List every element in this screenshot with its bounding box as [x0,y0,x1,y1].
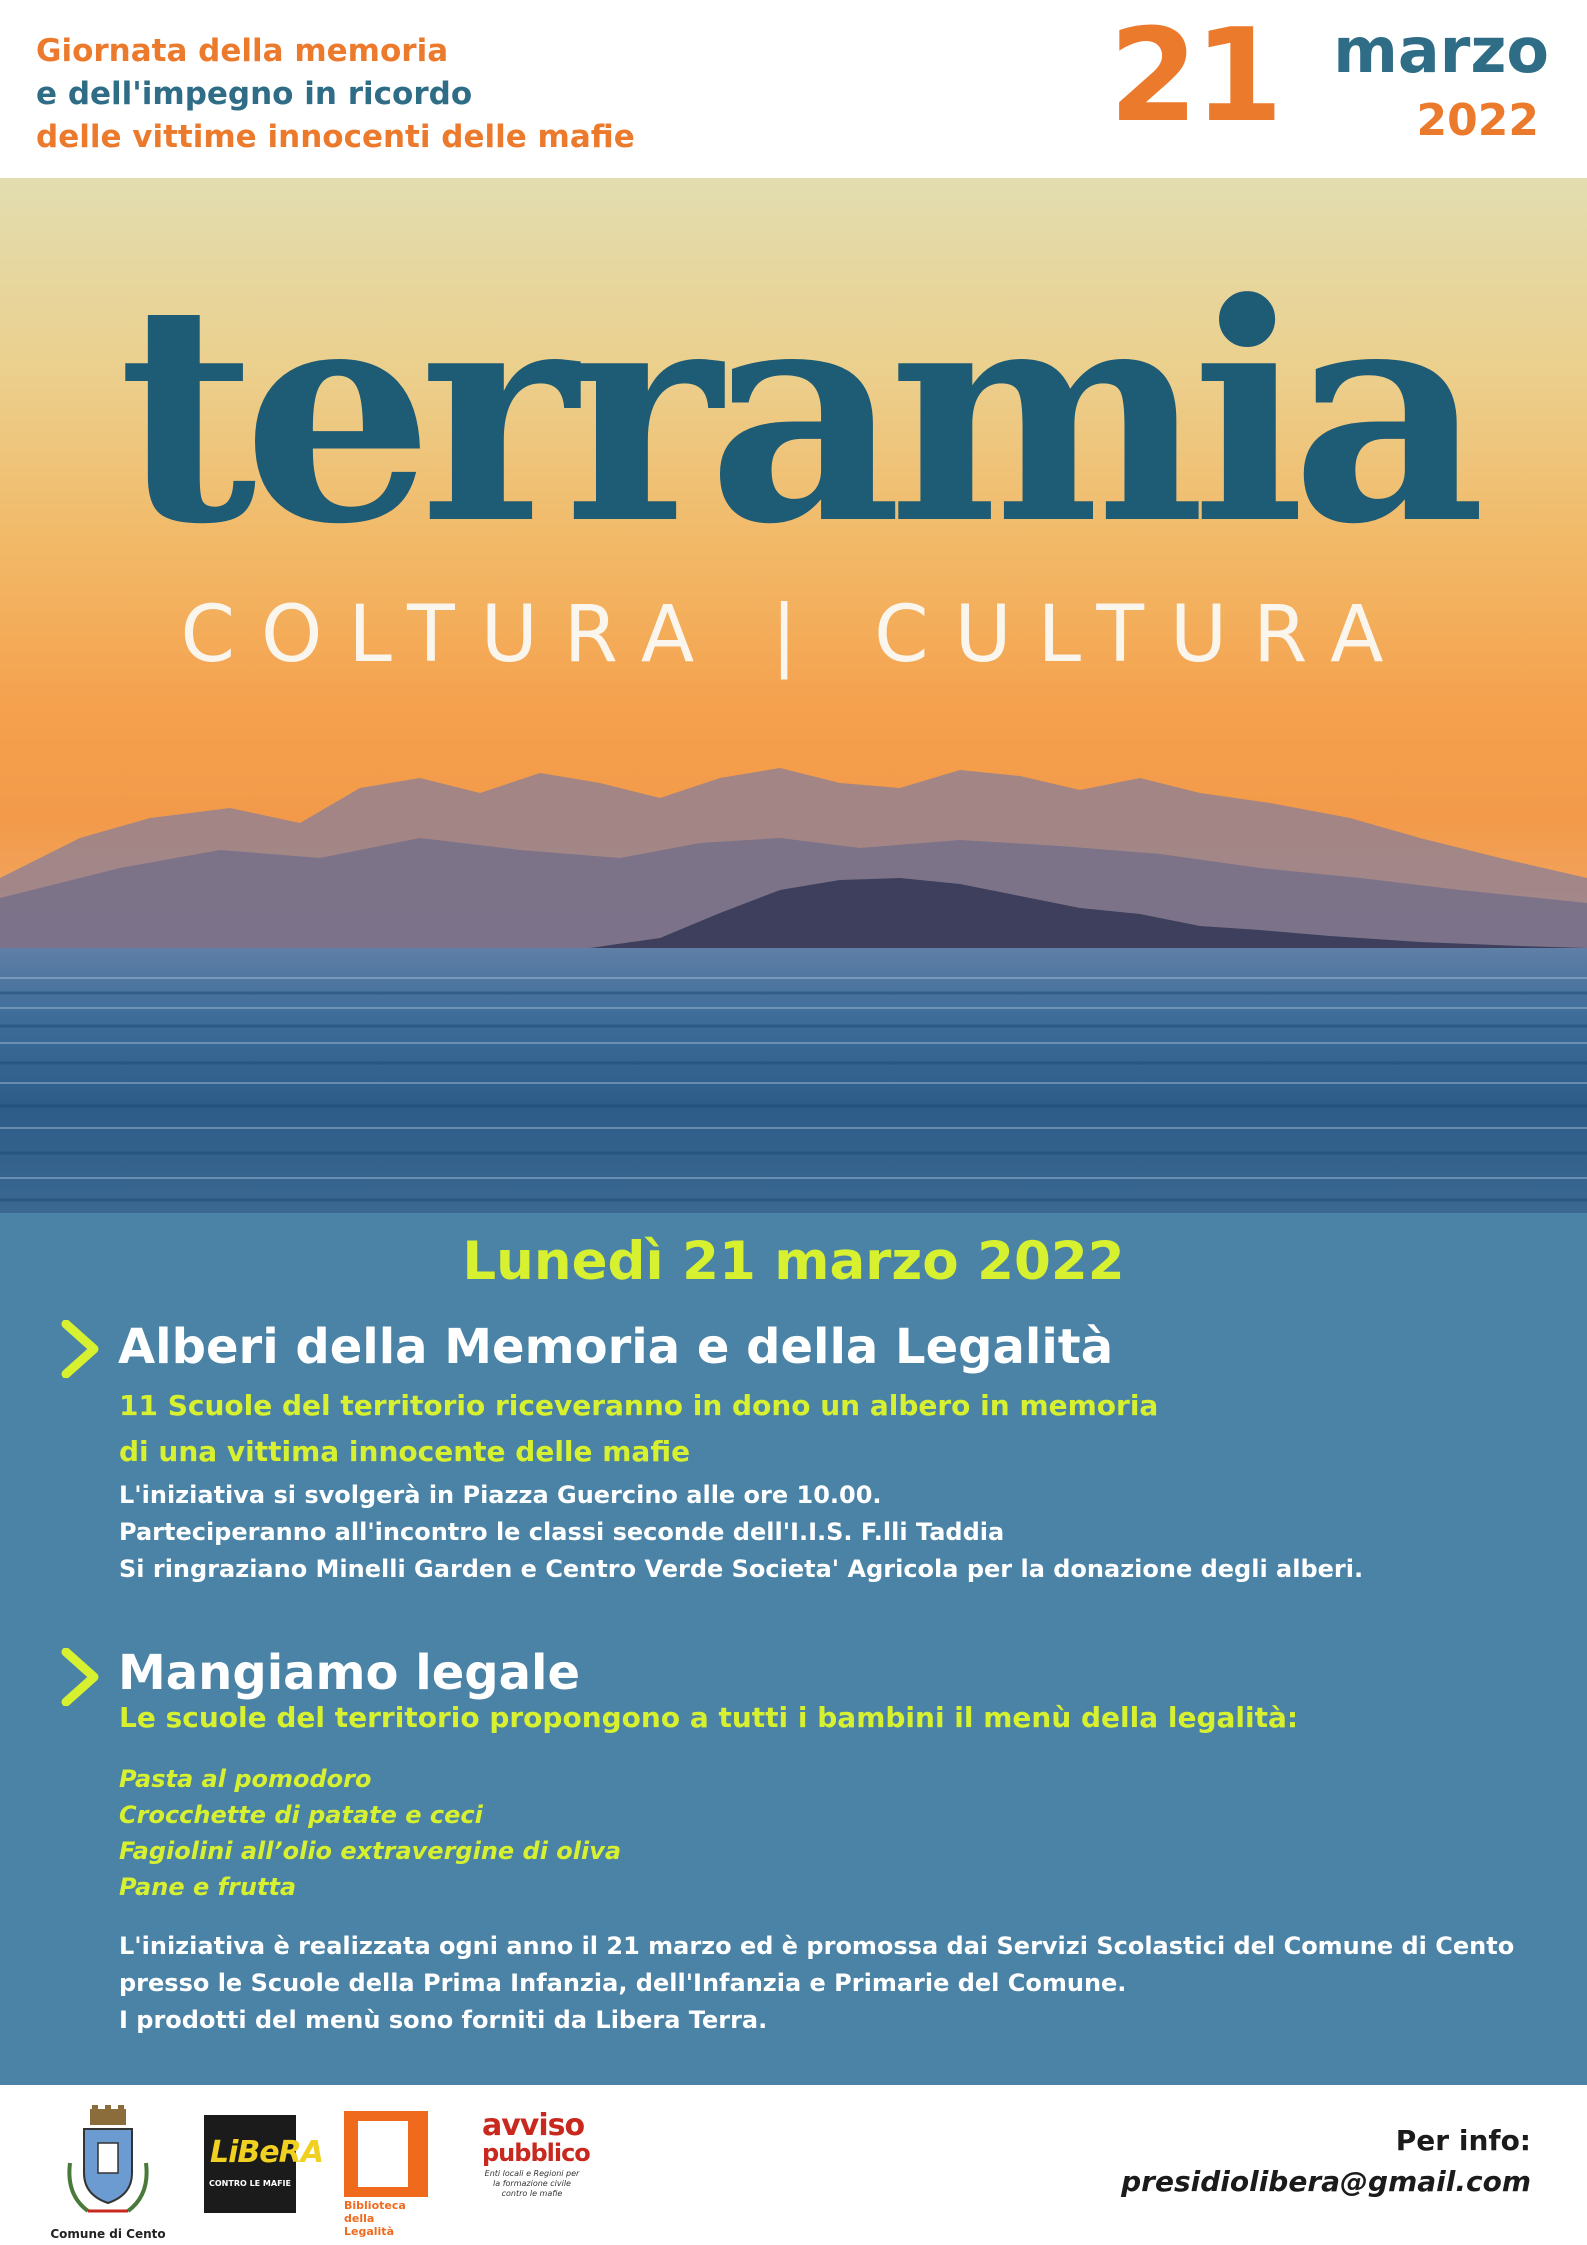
contact-info [1121,2121,1531,2203]
info-label: Per info: [1395,2124,1531,2157]
comune-di-cento-logo [48,2103,168,2243]
tagline-line: e dell'impegno in ricordo [36,76,473,112]
biblioteca-legalita-logo [344,2111,428,2238]
menu-item: Pasta al pomodoro [119,1765,372,1793]
brand-name: terramia [118,237,1472,590]
date-month: marzo [1333,14,1549,87]
biblioteca-caption-line: Biblioteca [344,2199,406,2212]
libera-tagline: CONTRO LE MAFIE [209,2179,291,2188]
menu-item: Fagiolini all’olio extravergine di oliva [119,1837,622,1865]
event-date: Lunedì 21 marzo 2022 [462,1231,1125,1292]
section-text: Parteciperanno all'incontro le classi seconde dell'I.I.S. F.lli Taddia [119,1518,1005,1546]
biblioteca-caption-line: della Legalità [344,2212,394,2238]
coat-of-arms-icon [48,2103,168,2225]
tagline-line: Giornata della memoria [36,33,449,69]
date-day: 21 [1109,2,1280,151]
libera-wordmark: LiBeRA [210,2135,323,2170]
chevron-right-icon [58,1648,102,1706]
poster-header [0,0,1587,178]
date-year: 2022 [1416,95,1539,146]
chevron-right-icon [58,1320,102,1378]
comune-caption: Comune di Cento [50,2227,166,2241]
biblioteca-caption [344,2199,428,2238]
avviso-tagline: Enti locali e Regioni per la formazione civile contro le mafie [484,2169,580,2198]
section-title: Mangiamo legale [118,1645,580,1701]
libera-logo [204,2115,323,2213]
legality-menu [119,1761,621,1905]
section-text: Si ringraziano Minelli Garden e Centro Verde Societa' Agricola per la donazione degli alberi. [119,1555,1364,1583]
section-lead: 11 Scuole del territorio riceveranno in dono un albero in memoria [119,1389,1159,1422]
section-title: Alberi della Memoria e della Legalità [118,1319,1114,1375]
hero-image [0,178,1587,1213]
avviso-pubblico-logo [482,2101,590,2231]
brand-logo [110,237,1480,680]
event-panel [0,1213,1587,2085]
avviso-wordmark: avviso [482,2108,585,2143]
poster-footer [0,2085,1587,2245]
tagline [36,30,635,159]
tagline-line: delle vittime innocenti delle mafie [36,119,635,155]
menu-item: Crocchette di patate e ceci [119,1801,483,1829]
closing-line: I prodotti del menù sono forniti da Libera Terra. [119,2006,768,2034]
section-lead: di una vittima innocente delle mafie [119,1435,691,1468]
closing-line: presso le Scuole della Prima Infanzia, dell'Infanzia e Primarie del Comune. [119,1969,1127,1997]
closing-note [119,1928,1514,2039]
pubblico-wordmark: pubblico [482,2139,590,2167]
menu-item: Pane e frutta [119,1873,297,1901]
brand-subtitle: COLTURA | CULTURA [180,590,1410,680]
section-text: L'iniziativa si svolgerà in Piazza Guercino alle ore 10.00. [119,1481,882,1509]
date-block [1109,2,1549,160]
biblioteca-mark [344,2111,428,2197]
closing-line: L'iniziativa è realizzata ogni anno il 21 marzo ed è promossa dai Servizi Scolastici del Comune di Cento [119,1932,1515,1960]
info-email-link[interactable]: presidiolibera@gmail.com [1121,2165,1531,2198]
section-lead: Le scuole del territorio propongono a tutti i bambini il menù della legalità: [119,1701,1299,1734]
